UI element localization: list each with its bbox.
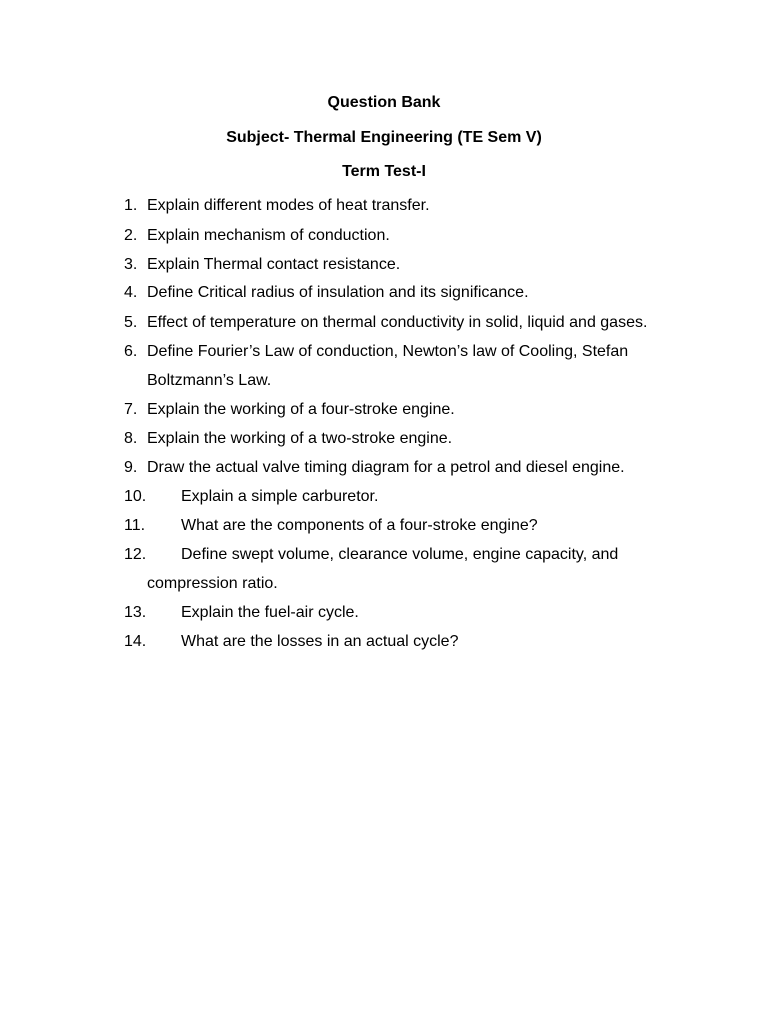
question-text: Define swept volume, clearance volume, engine capacity, and (181, 546, 619, 563)
question-text: Explain the working of a four-stroke engine. (147, 401, 455, 418)
question-text: Explain a simple carburetor. (181, 488, 379, 505)
question-number: 11. (124, 517, 146, 534)
document-term: Term Test-I (342, 163, 426, 180)
question-text: Explain Thermal contact resistance. (147, 256, 401, 273)
question-number: 2. (124, 227, 138, 244)
document-subject: Subject- Thermal Engineering (TE Sem V) (226, 129, 542, 146)
question-text: Explain the working of a two-stroke engine. (147, 430, 453, 447)
question-text: Define Fourier’s Law of conduction, Newton’s law of Cooling, Stefan (147, 343, 629, 360)
question-text: Draw the actual valve timing diagram for a petrol and diesel engine. (147, 459, 625, 476)
question-number: 13. (124, 604, 147, 621)
question-number: 10. (124, 488, 147, 505)
question-text-continuation: Boltzmann’s Law. (147, 372, 272, 389)
question-text: Effect of temperature on thermal conductivity in solid, liquid and gases. (147, 314, 648, 331)
question-text: Explain different modes of heat transfer. (147, 197, 430, 214)
question-text: Explain the fuel-air cycle. (181, 604, 359, 621)
question-text: Define Critical radius of insulation and its significance. (147, 284, 529, 301)
question-text: Explain mechanism of conduction. (147, 227, 390, 244)
question-number: 7. (124, 401, 138, 418)
question-number: 12. (124, 546, 147, 563)
question-number: 1. (124, 197, 138, 214)
document-title: Question Bank (327, 94, 441, 111)
question-number: 5. (124, 314, 138, 331)
question-number: 14. (124, 633, 147, 650)
question-number: 3. (124, 256, 138, 273)
question-number: 4. (124, 284, 138, 301)
question-number: 9. (124, 459, 138, 476)
question-text: What are the losses in an actual cycle? (181, 633, 459, 650)
question-text: What are the components of a four-stroke engine? (181, 517, 538, 534)
question-text-continuation: compression ratio. (147, 575, 278, 592)
question-number: 8. (124, 430, 138, 447)
question-number: 6. (124, 343, 138, 360)
